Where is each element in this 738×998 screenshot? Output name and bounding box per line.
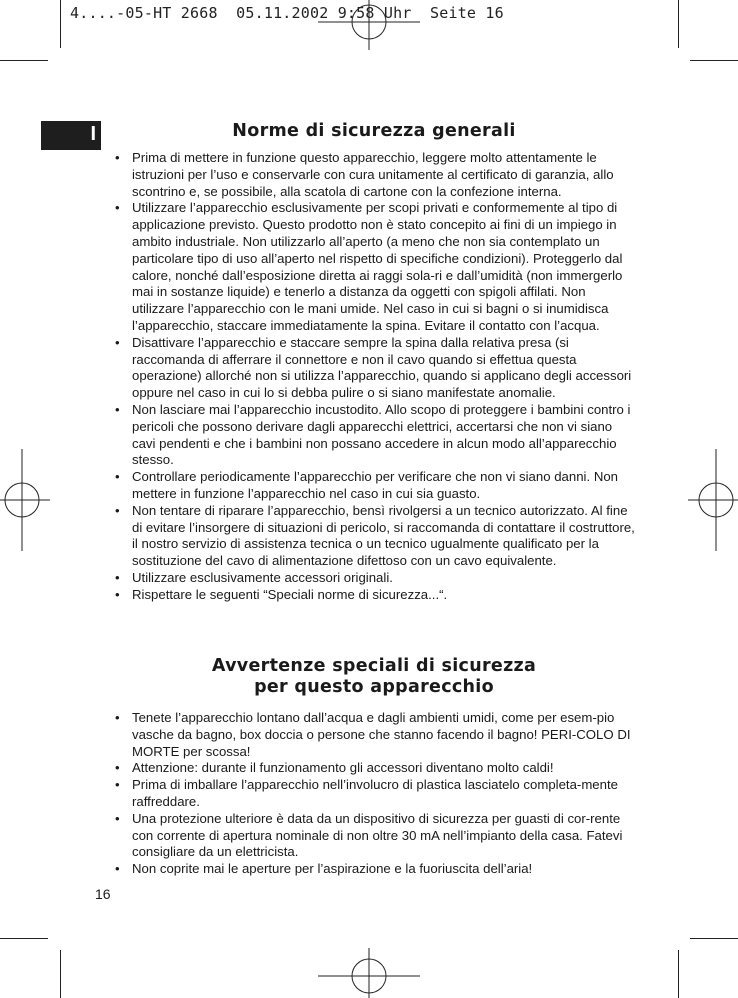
list-item: • Controllare periodicamente l’apparecchio per verificare che non vi siano danni. Non mettere in funzione l’apparecchio nel caso in cui sia guasto.	[113, 469, 635, 503]
page-number: 16	[95, 886, 111, 902]
general-safety-section	[113, 121, 635, 604]
crop-mark-top-left-v	[60, 0, 61, 48]
list-item: • Utilizzare esclusivamente accessori originali.	[113, 570, 635, 587]
list-item: • Attenzione: durante il funzionamento gli accessori diventano molto caldi!	[113, 760, 635, 777]
registration-mark-top-icon	[318, 0, 420, 50]
crop-mark-bottom-left-h	[0, 938, 48, 939]
registration-mark-right-icon	[688, 449, 738, 551]
crop-mark-top-left-h	[0, 60, 48, 61]
list-item: • Disattivare l’apparecchio e staccare sempre la spina dalla relativa presa (si raccomanda di afferrare il connettore e non il cavo quando si effettua questa operazione) allorché non si utilizza l’apparecchio, quando si applicano degli accessori oppure nel caso in cui lo si debba pulire o si siano manifestate anomalie.	[113, 335, 635, 402]
list-item: • Rispettare le seguenti “Speciali norme di sicurezza...“.	[113, 587, 635, 604]
print-slug: 4....-05-HT 2668 05.11.2002 9:58 Uhr Seite 16	[70, 4, 504, 22]
special-safety-title-line1: Avvertenze speciali di sicurezza	[211, 656, 537, 676]
special-safety-section	[113, 656, 635, 878]
crop-mark-top-right-v	[678, 0, 679, 48]
list-item: • Prima di mettere in funzione questo apparecchio, leggere molto attentamente le istruzioni per l’uso e conservarle con cura unitamente al certificato di garanzia, allo scontrino e, se possibile, alla scatola di cartone con la confezione interna.	[113, 150, 635, 200]
crop-mark-bottom-right-h	[690, 938, 738, 939]
list-item: • Prima di imballare l’apparecchio nell’involucro di plastica lasciatelo completa-mente raffreddare.	[113, 777, 635, 811]
list-item: • Non tentare di riparare l’apparecchio, bensì rivolgersi a un tecnico autorizzato. Al fine di evitare l’insorgere di situazioni di pericolo, si raccomanda di contattare il costruttore, il nostro servizio di assistenza tecnica o un tecnico ugualmente qualificato per la sostituzione del cavo di alimentazione difettoso con un cavo equivalente.	[113, 503, 635, 570]
special-safety-list	[113, 710, 635, 878]
list-item: • Utilizzare l’apparecchio esclusivamente per scopi privati e conformemente al tipo di applicazione previsto. Questo prodotto non è stato concepito ai fini di un impiego in ambito industriale. Non utilizzarlo all’aperto (a meno che non sia contemplato un particolare tipo di uso all’aperto nel rispetto di specifiche condizioni). Proteggerlo dal calore, nonché dall’esposizione diretta ai raggi sola-ri e dall’umidità (non immergerlo mai in sostanze liquide) e tenerlo a distanza da oggetti con spigoli affilati. Non utilizzare l’apparecchio con le mani umide. Nel caso in cui si bagni o si inumidisca l’apparecchio, staccare immediatamente la spina. Evitare il contatto con l’acqua.	[113, 200, 635, 334]
list-item: • Non lasciare mai l’apparecchio incustodito. Allo scopo di proteggere i bambini contro i pericoli che possono derivare dagli apparecchi elettrici, accertarsi che non vi siano cavi pendenti e che i bambini non possano accedere in alcun modo all’apparecchio stesso.	[113, 402, 635, 469]
list-item: • Tenete l’apparecchio lontano dall’acqua e dagli ambienti umidi, come per esem-pio vasche da bagno, box doccia o persone che stanno facendo il bagno! PERI-COLO DI MORTE per scossa!	[113, 710, 635, 760]
special-safety-title	[113, 656, 635, 698]
crop-mark-bottom-right-v	[678, 950, 679, 998]
language-tab	[41, 121, 101, 150]
language-tab-label: I	[90, 123, 96, 145]
general-safety-list	[113, 150, 635, 604]
list-item: • Una protezione ulteriore è data da un dispositivo di sicurezza per guasti di cor-rente con corrente di apertura nominale di non oltre 30 mA nell’impianto della casa. Fatevi consigliare da un elettricista.	[113, 811, 635, 861]
general-safety-title: Norme di sicurezza generali	[232, 121, 516, 141]
crop-mark-top-right-h	[690, 60, 738, 61]
list-item: • Non coprite mai le aperture per l’aspirazione e la fuoriuscita dell’aria!	[113, 861, 635, 878]
registration-mark-bottom-icon	[318, 948, 420, 998]
registration-mark-left-icon	[0, 449, 50, 551]
crop-mark-bottom-left-v	[60, 950, 61, 998]
special-safety-title-line2: per questo apparecchio	[254, 677, 494, 697]
